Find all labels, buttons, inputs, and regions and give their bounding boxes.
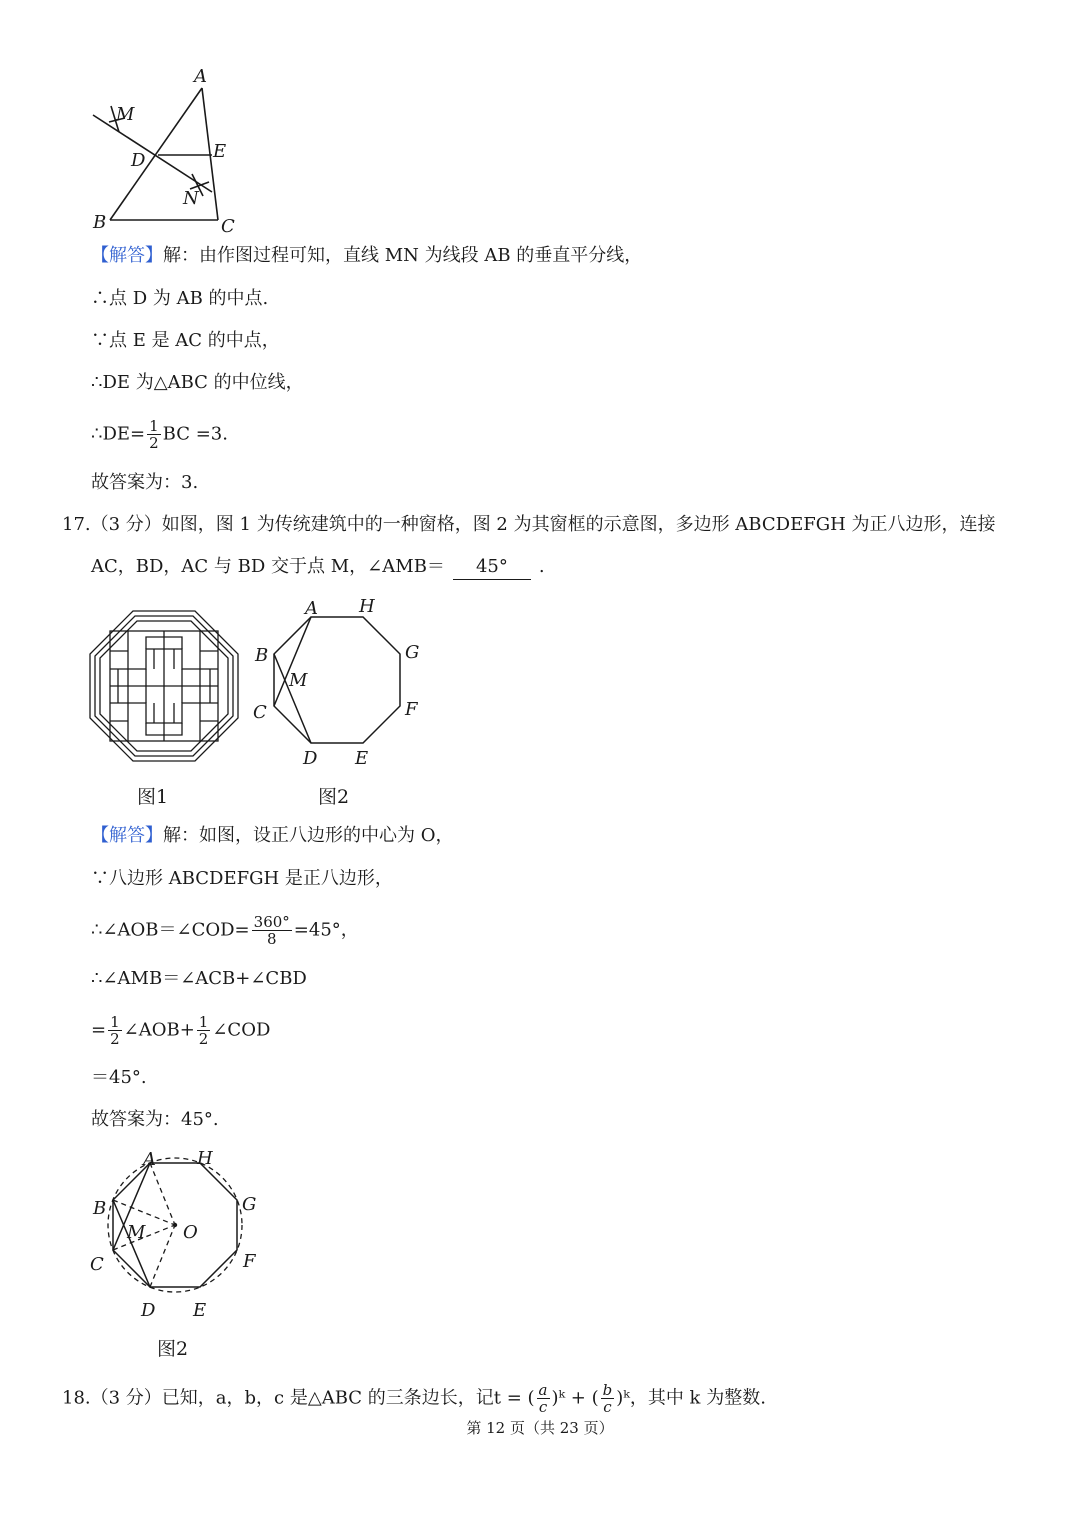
label-M: M <box>116 104 135 125</box>
answer-blank: 45° <box>453 555 531 580</box>
center-point <box>173 1223 177 1227</box>
label-A: A <box>194 66 207 87</box>
fraction-denominator: 8 <box>266 930 277 948</box>
solution-16-line-2: ∴点 D 为 AB 的中点. <box>91 288 269 309</box>
fraction <box>108 1014 122 1047</box>
label-D: D <box>141 1300 156 1321</box>
question-text: . <box>538 556 545 577</box>
solution-17-line-3 <box>91 914 359 947</box>
label-B: B <box>93 212 107 233</box>
fraction-denominator: 2 <box>110 1030 120 1048</box>
fraction-numerator: 1 <box>110 1013 120 1031</box>
solution-16-line-3: ∵点 E 是 AC 的中点， <box>91 330 280 351</box>
fraction-denominator: 2 <box>149 434 159 452</box>
question-18 <box>62 1382 766 1415</box>
label-A: A <box>305 598 318 619</box>
solution-17-line-2: ∵八边形 ABCDEFGH 是正八边形， <box>91 868 393 889</box>
figure-2-caption: 图2 <box>318 786 350 808</box>
fraction-numerator: 1 <box>149 417 159 435</box>
label-M: M <box>127 1222 146 1243</box>
label-M: M <box>289 670 308 691</box>
figure-17-octagon <box>245 592 430 772</box>
math-text: ∴DE= <box>91 423 146 445</box>
math-text: = <box>91 1019 107 1041</box>
fraction-numerator: 1 <box>198 1013 209 1031</box>
question-17-line-2 <box>91 555 545 580</box>
label-N: N <box>183 188 199 209</box>
figure-16-triangle <box>85 62 255 238</box>
fraction-denominator: c <box>538 1398 548 1416</box>
math-text: ∠COD <box>212 1019 271 1041</box>
math-text: ∴∠AOB＝∠COD= <box>91 919 250 941</box>
label-D: D <box>131 150 146 171</box>
fraction <box>537 1382 550 1415</box>
question-text: )ᵏ + ( <box>551 1387 599 1409</box>
solution-16-answer: 故答案为：3. <box>91 472 199 493</box>
fraction <box>147 418 161 451</box>
label-E: E <box>355 748 369 769</box>
solution-text: 解：如图，设正八边形的中心为 O， <box>163 825 454 846</box>
solution-17-line-5 <box>91 1014 270 1047</box>
fraction <box>252 914 292 947</box>
figure-17-octagon-with-center <box>85 1148 265 1328</box>
solution-tag: 【解答】 <box>91 825 163 846</box>
label-F: F <box>243 1251 256 1272</box>
fraction-denominator: c <box>603 1398 612 1416</box>
question-17-line-1: 17.（3 分）如图，图 1 为传统建筑中的一种窗格，图 2 为其窗框的示意图，多边形 ABCDEFGH 为正八边形，连接 <box>62 514 996 535</box>
solution-17-answer: 故答案为：45°. <box>91 1109 219 1130</box>
solution-16-line-5 <box>91 418 228 451</box>
solution-16-line-1 <box>91 244 642 268</box>
solution-17-line-4: ∴∠AMB＝∠ACB+∠CBD <box>91 968 307 989</box>
page-footer: 第 12 页（共 23 页） <box>466 1419 614 1437</box>
label-B: B <box>255 645 269 666</box>
question-text: )ᵏ，其中 k 为整数. <box>616 1387 766 1409</box>
math-text: BC =3. <box>162 423 228 445</box>
solution-16-line-4: ∴DE 为△ABC 的中位线， <box>91 372 304 393</box>
label-H: H <box>359 596 375 617</box>
fraction-denominator: 2 <box>198 1030 209 1048</box>
label-E: E <box>213 141 227 162</box>
math-text: ∠AOB+ <box>123 1019 195 1041</box>
label-A: A <box>143 1149 156 1170</box>
label-O: O <box>183 1222 198 1243</box>
math-text: =45°， <box>293 919 359 941</box>
figure-2-caption-solution: 图2 <box>157 1338 189 1360</box>
fraction-numerator: 360° <box>253 913 290 931</box>
label-D: D <box>303 748 318 769</box>
label-C: C <box>253 702 267 723</box>
label-F: F <box>405 699 418 720</box>
fraction-numerator: b <box>602 1381 613 1399</box>
label-G: G <box>405 642 420 663</box>
label-E: E <box>193 1300 207 1321</box>
figure-1-caption: 图1 <box>137 786 169 808</box>
fraction <box>601 1382 615 1415</box>
fraction-numerator: a <box>538 1381 548 1399</box>
label-G: G <box>242 1194 257 1215</box>
fraction <box>197 1014 211 1047</box>
solution-17-line-6: ＝45°. <box>91 1067 147 1088</box>
question-text: AC，BD，AC 与 BD 交于点 M，∠AMB＝ <box>91 556 445 577</box>
label-C: C <box>221 216 235 237</box>
solution-17-line-1 <box>91 824 453 848</box>
label-B: B <box>93 1198 107 1219</box>
question-text: 18.（3 分）已知，a，b，c 是△ABC 的三条边长，记t = ( <box>62 1387 535 1409</box>
label-H: H <box>197 1148 213 1169</box>
label-C: C <box>90 1254 104 1275</box>
solution-text: 解：由作图过程可知，直线 MN 为线段 AB 的垂直平分线， <box>163 245 643 266</box>
solution-tag: 【解答】 <box>91 245 163 266</box>
figure-17-window-lattice <box>88 609 240 763</box>
